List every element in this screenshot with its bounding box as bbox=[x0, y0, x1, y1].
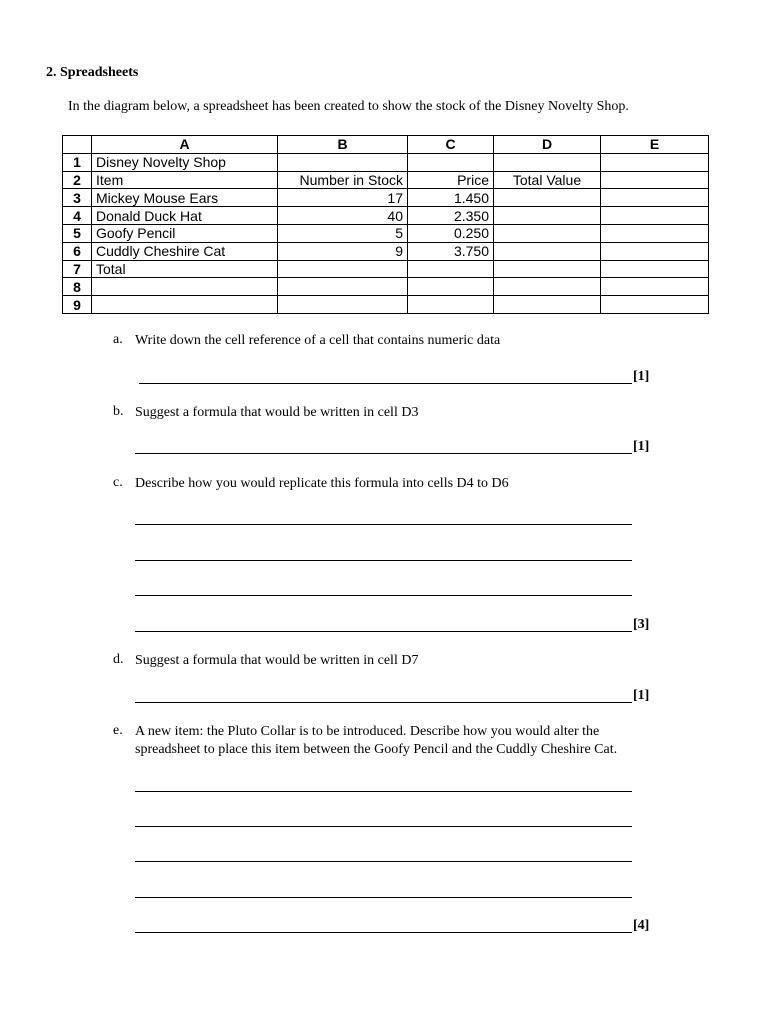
column-header: A bbox=[92, 136, 278, 154]
cell-c2: Price bbox=[408, 171, 494, 189]
answer-line[interactable] bbox=[135, 702, 632, 703]
answer-line[interactable] bbox=[135, 826, 632, 827]
question-text: Write down the cell reference of a cell that contains numeric data bbox=[135, 333, 501, 348]
cell-b3: 17 bbox=[278, 189, 408, 207]
spreadsheet-table bbox=[62, 135, 709, 314]
cell-b2: Number in Stock bbox=[278, 171, 408, 189]
answer-line[interactable] bbox=[135, 897, 632, 898]
question-text: Suggest a formula that would be written in cell D3 bbox=[135, 405, 419, 420]
cell-c4: 2.350 bbox=[408, 207, 494, 225]
cell-e3 bbox=[601, 189, 709, 207]
cell-e1 bbox=[601, 153, 709, 171]
row-header: 5 bbox=[63, 224, 92, 242]
row-header: 9 bbox=[63, 296, 92, 314]
table-row bbox=[63, 260, 709, 278]
cell-b4: 40 bbox=[278, 207, 408, 225]
cell-c9 bbox=[408, 296, 494, 314]
cell-d3 bbox=[494, 189, 601, 207]
row-header: 2 bbox=[63, 171, 92, 189]
cell-a3: Mickey Mouse Ears bbox=[92, 189, 278, 207]
row-header: 6 bbox=[63, 242, 92, 260]
cell-b5: 5 bbox=[278, 224, 408, 242]
corner-cell bbox=[63, 136, 92, 154]
row-header: 1 bbox=[63, 153, 92, 171]
answer-line[interactable] bbox=[135, 560, 632, 561]
column-header: B bbox=[278, 136, 408, 154]
cell-a4: Donald Duck Hat bbox=[92, 207, 278, 225]
question-text-line-1: A new item: the Pluto Collar is to be introduced. Describe how you would alter the bbox=[135, 724, 600, 739]
table-row bbox=[63, 189, 709, 207]
cell-a1: Disney Novelty Shop bbox=[92, 153, 278, 171]
cell-e7 bbox=[601, 260, 709, 278]
row-header: 3 bbox=[63, 189, 92, 207]
cell-d7 bbox=[494, 260, 601, 278]
cell-b6: 9 bbox=[278, 242, 408, 260]
row-header: 7 bbox=[63, 260, 92, 278]
answer-line[interactable] bbox=[135, 631, 632, 632]
question-letter: e. bbox=[113, 723, 123, 738]
cell-d6 bbox=[494, 242, 601, 260]
cell-d8 bbox=[494, 278, 601, 296]
cell-a7: Total bbox=[92, 260, 278, 278]
column-header: C bbox=[408, 136, 494, 154]
answer-line[interactable] bbox=[135, 524, 632, 525]
cell-d9 bbox=[494, 296, 601, 314]
table-row bbox=[63, 207, 709, 225]
marks-label: [1] bbox=[633, 688, 650, 703]
question-letter: c. bbox=[113, 475, 123, 490]
cell-c7 bbox=[408, 260, 494, 278]
cell-b1 bbox=[278, 153, 408, 171]
cell-e5 bbox=[601, 224, 709, 242]
cell-a9 bbox=[92, 296, 278, 314]
cell-c1 bbox=[408, 153, 494, 171]
intro-text: In the diagram below, a spreadsheet has been created to show the stock of the Disney Novelty Shop. bbox=[68, 99, 629, 114]
cell-c5: 0.250 bbox=[408, 224, 494, 242]
marks-label: [3] bbox=[633, 617, 650, 632]
marks-label: [1] bbox=[633, 369, 650, 384]
column-header: E bbox=[601, 136, 709, 154]
question-text: Describe how you would replicate this formula into cells D4 to D6 bbox=[135, 476, 509, 491]
cell-c8 bbox=[408, 278, 494, 296]
table-row bbox=[63, 224, 709, 242]
cell-e6 bbox=[601, 242, 709, 260]
cell-e4 bbox=[601, 207, 709, 225]
marks-label: [4] bbox=[633, 918, 650, 933]
column-header-row bbox=[63, 136, 709, 154]
row-header: 8 bbox=[63, 278, 92, 296]
marks-label: [1] bbox=[633, 439, 650, 454]
cell-d1 bbox=[494, 153, 601, 171]
table-row bbox=[63, 278, 709, 296]
question-text-line-2: spreadsheet to place this item between the Goofy Pencil and the Cuddly Cheshire Cat. bbox=[135, 742, 618, 757]
answer-line[interactable] bbox=[135, 861, 632, 862]
section-heading: 2. Spreadsheets bbox=[46, 65, 139, 80]
cell-a8 bbox=[92, 278, 278, 296]
cell-d5 bbox=[494, 224, 601, 242]
cell-a2: Item bbox=[92, 171, 278, 189]
cell-e9 bbox=[601, 296, 709, 314]
cell-d4 bbox=[494, 207, 601, 225]
cell-a5: Goofy Pencil bbox=[92, 224, 278, 242]
cell-d2: Total Value bbox=[494, 171, 601, 189]
cell-e8 bbox=[601, 278, 709, 296]
answer-line[interactable] bbox=[135, 791, 632, 792]
cell-c3: 1.450 bbox=[408, 189, 494, 207]
row-header: 4 bbox=[63, 207, 92, 225]
cell-a6: Cuddly Cheshire Cat bbox=[92, 242, 278, 260]
cell-c6: 3.750 bbox=[408, 242, 494, 260]
cell-e2 bbox=[601, 171, 709, 189]
question-letter: a. bbox=[113, 332, 123, 347]
answer-line[interactable] bbox=[139, 383, 632, 384]
answer-line[interactable] bbox=[135, 932, 632, 933]
table-row bbox=[63, 171, 709, 189]
answer-line[interactable] bbox=[135, 595, 632, 596]
question-letter: d. bbox=[113, 652, 124, 667]
answer-line[interactable] bbox=[135, 453, 632, 454]
cell-b8 bbox=[278, 278, 408, 296]
table-row bbox=[63, 296, 709, 314]
cell-b9 bbox=[278, 296, 408, 314]
cell-b7 bbox=[278, 260, 408, 278]
question-letter: b. bbox=[113, 404, 124, 419]
table-row bbox=[63, 242, 709, 260]
table-row bbox=[63, 153, 709, 171]
column-header: D bbox=[494, 136, 601, 154]
question-text: Suggest a formula that would be written in cell D7 bbox=[135, 653, 419, 668]
